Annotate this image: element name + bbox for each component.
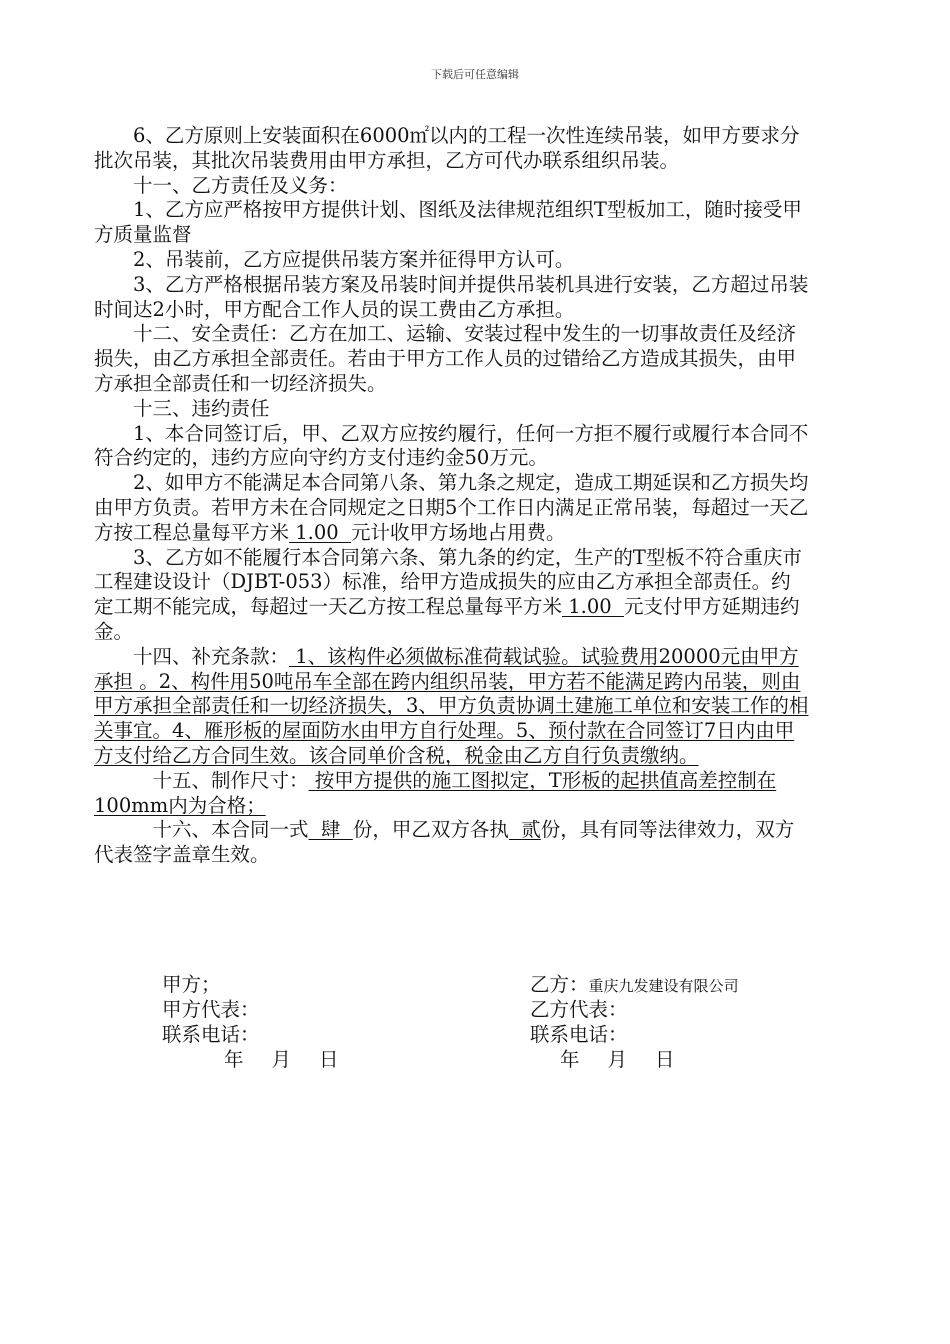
clause-16-mid: 份，甲乙双方各执 <box>352 818 509 842</box>
clause-14 <box>94 645 810 769</box>
clause-16-tail: 份，具有同等法律效力，双方代表签字盖章生效。 <box>94 818 795 867</box>
clause-15-body: 按甲方提供的施工图拟定，T形板的起拱值高差控制在100mm内为合格； <box>94 768 777 817</box>
month-label: 月 <box>607 1048 628 1071</box>
year-label: 年 <box>560 1048 580 1071</box>
clause-15 <box>94 769 810 819</box>
year-label: 年 <box>224 1048 244 1071</box>
party-b-phone-label: 联系电话： <box>530 1023 628 1046</box>
clause-13-title: 十三、违约责任 <box>133 396 270 420</box>
party-a-date <box>162 1047 482 1072</box>
clause-13-3 <box>94 546 810 645</box>
page-header: 下载后可任意编辑 <box>431 68 519 81</box>
clause-11-3: 3、乙方严格根据吊装方案及吊装时间并提供吊装机具进行安装，乙方超过吊装时间达2小时，甲方配合工作人员的误工费由乙方承担。 <box>94 272 809 321</box>
party-a-phone-label: 联系电话： <box>162 1023 260 1046</box>
clause-13-3-text: 3、乙方如不能履行本合同第六条、第九条的约定，生产的T型板不符合重庆市工程建设设计（DJBT-053）标准，给甲方造成损失的应由乙方承担全部责任。约定工期不能完成，每超过一天乙方按工程总量每平方米 <box>94 545 802 619</box>
party-a-rep-label: 甲方代表： <box>162 998 260 1021</box>
clause-13-1: 1、本合同签订后，甲、乙双方应按约履行，任何一方拒不履行或履行本合同不符合约定的，违约方应向守约方支付违约金50万元。 <box>94 421 809 470</box>
month-label: 月 <box>271 1048 292 1071</box>
copies-total: 肆 <box>308 818 353 842</box>
party-b-date <box>530 1047 850 1072</box>
clause-13-3-tail: 元支付甲方延期违约金。 <box>94 595 800 643</box>
clause-16 <box>94 818 810 868</box>
party-b-rep-label: 乙方代表： <box>530 998 628 1021</box>
clause-6: 6、乙方原则上安装面积在6000㎡以内的工程一次性连续吊装，如甲方要求分批次吊装，其批次吊装费用由甲方承担，乙方可代办联系组织吊装。 <box>94 124 800 172</box>
party-b-signature-block <box>530 972 850 1072</box>
clause-11-2: 2、吊装前，乙方应提供吊装方案并征得甲方认可。 <box>133 247 575 271</box>
day-label: 日 <box>319 1048 339 1071</box>
clause-14-title: 十四、补充条款： <box>133 644 290 668</box>
party-b-label: 乙方： <box>530 973 589 996</box>
party-a-signature-block <box>162 972 482 1072</box>
party-b-line <box>530 972 850 997</box>
copies-each: 贰 <box>508 818 541 842</box>
clause-13-2-tail: 元计收甲方场地占用费。 <box>351 520 566 544</box>
delay-penalty-value: 1.00 <box>562 595 625 619</box>
contract-body <box>94 124 810 868</box>
party-a-label: 甲方； <box>162 973 221 996</box>
clause-13-2-text: 2、如甲方不能满足本合同第八条、第九条之规定，造成工期延误和乙方损失均由甲方负责。若甲方未在合同规定之日期5个工作日内满足正常吊装，每超过一天乙方按工程总量每平方米 <box>94 471 809 544</box>
clause-12: 十二、安全责任：乙方在加工、运输、安装过程中发生的一切事故责任及经济损失，由乙方承担全部责任。若由于甲方工作人员的过错给乙方造成其损失，由甲方承担全部责任和一切经济损失。 <box>94 322 797 395</box>
clause-11-1: 1、乙方应严格按甲方提供计划、图纸及法律规范组织T型板加工，随时接受甲方质量监督 <box>94 198 802 247</box>
clause-16-text: 十六、本合同一式 <box>152 818 309 842</box>
clause-15-title: 十五、制作尺寸： <box>152 768 309 792</box>
clause-13-2 <box>94 471 810 545</box>
site-fee-value: 1.00 <box>289 520 352 544</box>
day-label: 日 <box>655 1048 675 1071</box>
clause-11-title: 十一、乙方责任及义务： <box>133 173 348 197</box>
party-b-company: 重庆九发建设有限公司 <box>588 977 739 995</box>
clause-14-body: 1、该构件必须做标准荷载试验。试验费用20000元由甲方承担 。2、构件用50吨吊车全部在跨内组织吊装，甲方若不能满足跨内吊装，则由甲方承担全部责任和一切经济损失，3、甲方负责协调土建施工单位和安装工作的相关事宜。4、雁形板的屋面防水由甲方自行处理。5、预付款在合同签订7日内由甲方支付给乙方合同生效。该合同单价含税，税金由乙方自行负责缴纳。 <box>94 644 809 767</box>
